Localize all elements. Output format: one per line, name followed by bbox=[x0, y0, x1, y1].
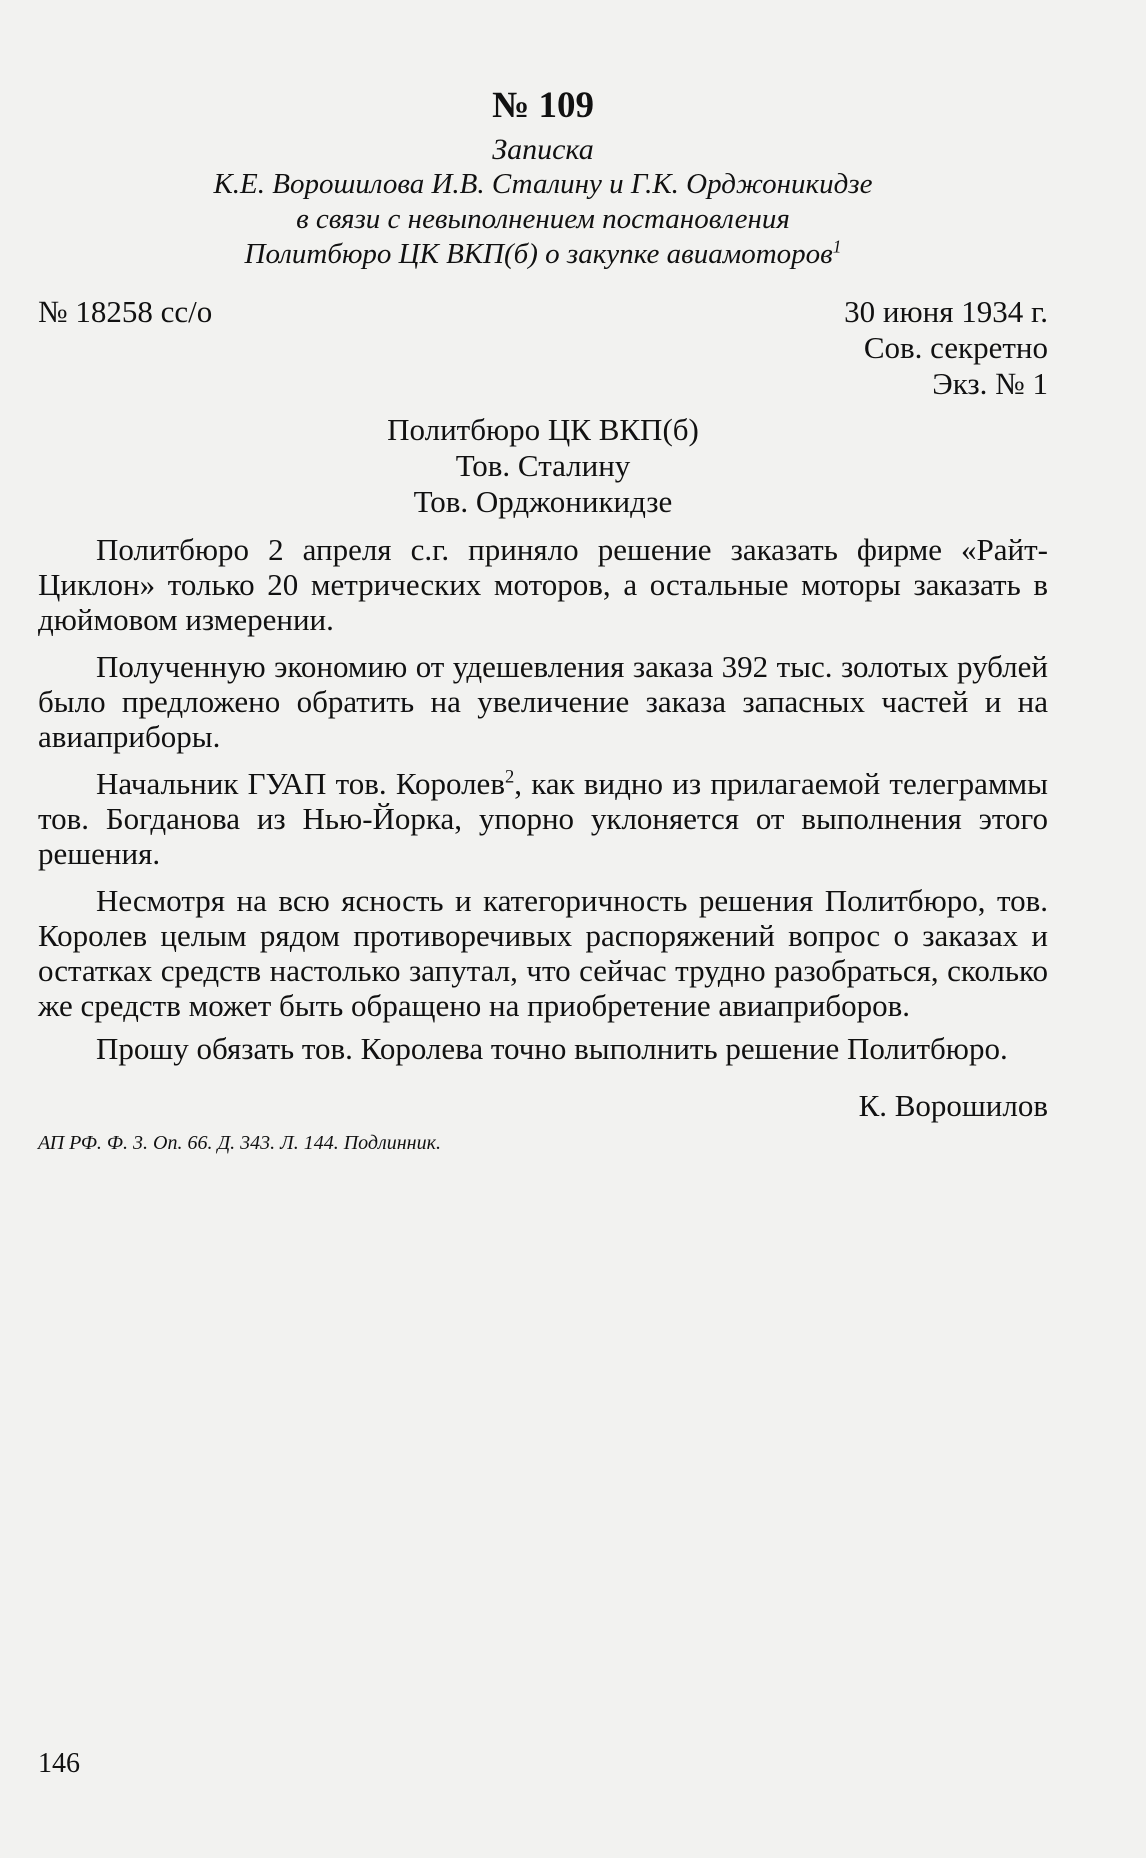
title-line-3-text: Политбюро ЦК ВКП(б) о закупке авиамоторов bbox=[244, 238, 833, 270]
document-date: 30 июня 1934 г. bbox=[844, 294, 1048, 329]
signature: К. Ворошилов bbox=[858, 1088, 1048, 1123]
addressee-block bbox=[38, 412, 1048, 520]
copy-number: Экз. № 1 bbox=[932, 366, 1048, 401]
paragraph-4: Несмотря на всю ясность и категоричность решения Политбюро, тов. Королев целым рядом противоречивых распоряжений вопрос о заказах и остатках средств настолько запутал, что сейчас трудно разобраться, сколько же средств может быть обращено на приобретение авиаприборов. bbox=[38, 883, 1048, 1023]
paragraph-5: Прошу обязать тов. Королева точно выполнить решение Политбюро. bbox=[96, 1031, 1008, 1066]
document-meta bbox=[38, 294, 1048, 402]
paragraph-3 bbox=[38, 766, 1048, 871]
archive-source: АП РФ. Ф. 3. Оп. 66. Д. 343. Л. 144. Подлинник. bbox=[38, 1132, 441, 1154]
title-footnote-mark: 1 bbox=[832, 236, 842, 257]
registration-number: № 18258 сс/о bbox=[38, 294, 213, 329]
addressee-line-2: Тов. Сталину bbox=[455, 448, 631, 483]
paragraph-1: Политбюро 2 апреля с.г. приняло решение заказать фирме «Райт-Циклон» только 20 метрических моторов, а остальные моторы заказать в дюймовом измерении. bbox=[38, 532, 1048, 637]
paragraph-3-end: , как видно из прилагаемой телеграммы тов. Богданова из Нью-Йорка, упорно уклоняется от выполнения этого решения. bbox=[38, 766, 1049, 871]
title-line-2: в связи с невыполнением постановления bbox=[296, 203, 790, 235]
addressee-line-1: Политбюро ЦК ВКП(б) bbox=[387, 412, 699, 447]
document-number: № 109 bbox=[492, 85, 594, 126]
document-content bbox=[38, 84, 1048, 1156]
addressee-line-3: Тов. Орджоникидзе bbox=[413, 484, 673, 519]
title-line-3 bbox=[38, 237, 1048, 272]
paragraph-2: Полученную экономию от удешевления заказа 392 тыс. золотых рублей было предложено обратить на увеличение заказа запасных частей и на авиаприборы. bbox=[38, 649, 1048, 754]
classification: Сов. секретно bbox=[863, 330, 1048, 365]
document-kind: Записка bbox=[492, 133, 594, 166]
page-number: 146 bbox=[38, 1748, 80, 1779]
footnote-mark-2: 2 bbox=[504, 766, 515, 788]
title-line-1: К.Е. Ворошилова И.В. Сталину и Г.К. Орджоникидзе bbox=[213, 168, 873, 200]
paragraph-3-start: Начальник ГУАП тов. Королев bbox=[96, 766, 505, 801]
